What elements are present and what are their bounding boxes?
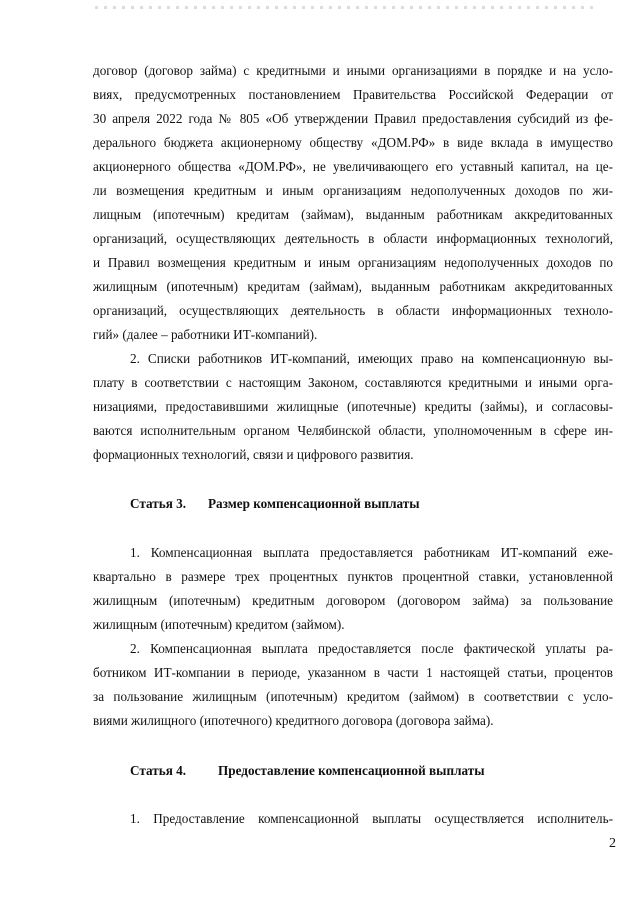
text-line: лищным (ипотечным) кредитам (займам), выданным работникам аккредитованных — [93, 207, 613, 222]
text-line: жилищным (ипотечным) кредитным договором (договором займа) за пользование — [93, 593, 613, 608]
text-line: квартально в размере трех процентных пунктов процентной ставки, установленной — [93, 569, 613, 584]
text-line: 30 апреля 2022 года № 805 «Об утверждении Правил предоставления субсидий из фе- — [93, 111, 613, 126]
text-line: 1. Компенсационная выплата предоставляется работникам ИТ-компаний еже- — [130, 545, 613, 560]
article-4-heading — [130, 763, 485, 779]
page-number: 2 — [609, 836, 616, 851]
text-line: акционерного общества «ДОМ.РФ», не увеличивающего его уставный капитал, на це- — [93, 159, 613, 174]
text-line: 2. Компенсационная выплата предоставляется после фактической уплаты ра- — [130, 641, 613, 656]
text-line: виями жилищного (ипотечного) кредитного договора (договора займа). — [93, 713, 494, 728]
text-line: плату в соответствии с настоящим Законом, составляются кредитными и иными орга- — [93, 375, 613, 390]
text-line: жилищным (ипотечным) кредитом (займом). — [93, 617, 345, 632]
text-line: формационных технологий, связи и цифрового развития. — [93, 447, 414, 462]
text-line: дерального бюджета акционерному обществу «ДОМ.РФ» в виде вклада в имущество — [93, 135, 613, 150]
article-3-heading — [130, 496, 420, 512]
article-number: Статья 3. — [130, 496, 187, 511]
text-line: низациями, предоставившими жилищные (ипотечные) кредиты (займы), и согласовы- — [93, 399, 613, 414]
article-title: Размер компенсационной выплаты — [208, 496, 420, 511]
text-line: организаций, осуществляющих деятельность в области информационных техноло- — [93, 303, 613, 318]
article-number: Статья 4. — [130, 763, 187, 778]
text-line: договор (договор займа) с кредитными и иными организациями в порядке и на усло- — [93, 63, 613, 78]
text-line: 1. Предоставление компенсационной выплаты осуществляется исполнитель- — [130, 811, 613, 826]
text-line: организаций, осуществляющих деятельность в области информационных технологий, — [93, 231, 613, 246]
text-line: ваются исполнительным органом Челябинской области, уполномоченным в сфере ин- — [93, 423, 613, 438]
text-line: ботником ИТ-компании в периоде, указанном в части 1 настоящей статьи, процентов — [93, 665, 613, 680]
text-line: гий» (далее – работники ИТ-компаний). — [93, 327, 318, 342]
scan-header-artifact — [95, 6, 595, 9]
text-line: виях, предусмотренных постановлением Правительства Российской Федерации от — [93, 87, 613, 102]
text-line: ли возмещения кредитным и иным организациям недополученных доходов по жи- — [93, 183, 613, 198]
article-title: Предоставление компенсационной выплаты — [218, 763, 485, 778]
text-line: жилищным (ипотечным) кредитам (займам), выданным работникам аккредитованных — [93, 279, 613, 294]
text-line: 2. Списки работников ИТ-компаний, имеющих право на компенсационную вы- — [130, 351, 613, 366]
text-line: и Правил возмещения кредитным и иным организациям недополученных доходов по — [93, 255, 613, 270]
text-line: за пользование жилищным (ипотечным) кредитом (займом) в соответствии с усло- — [93, 689, 613, 704]
